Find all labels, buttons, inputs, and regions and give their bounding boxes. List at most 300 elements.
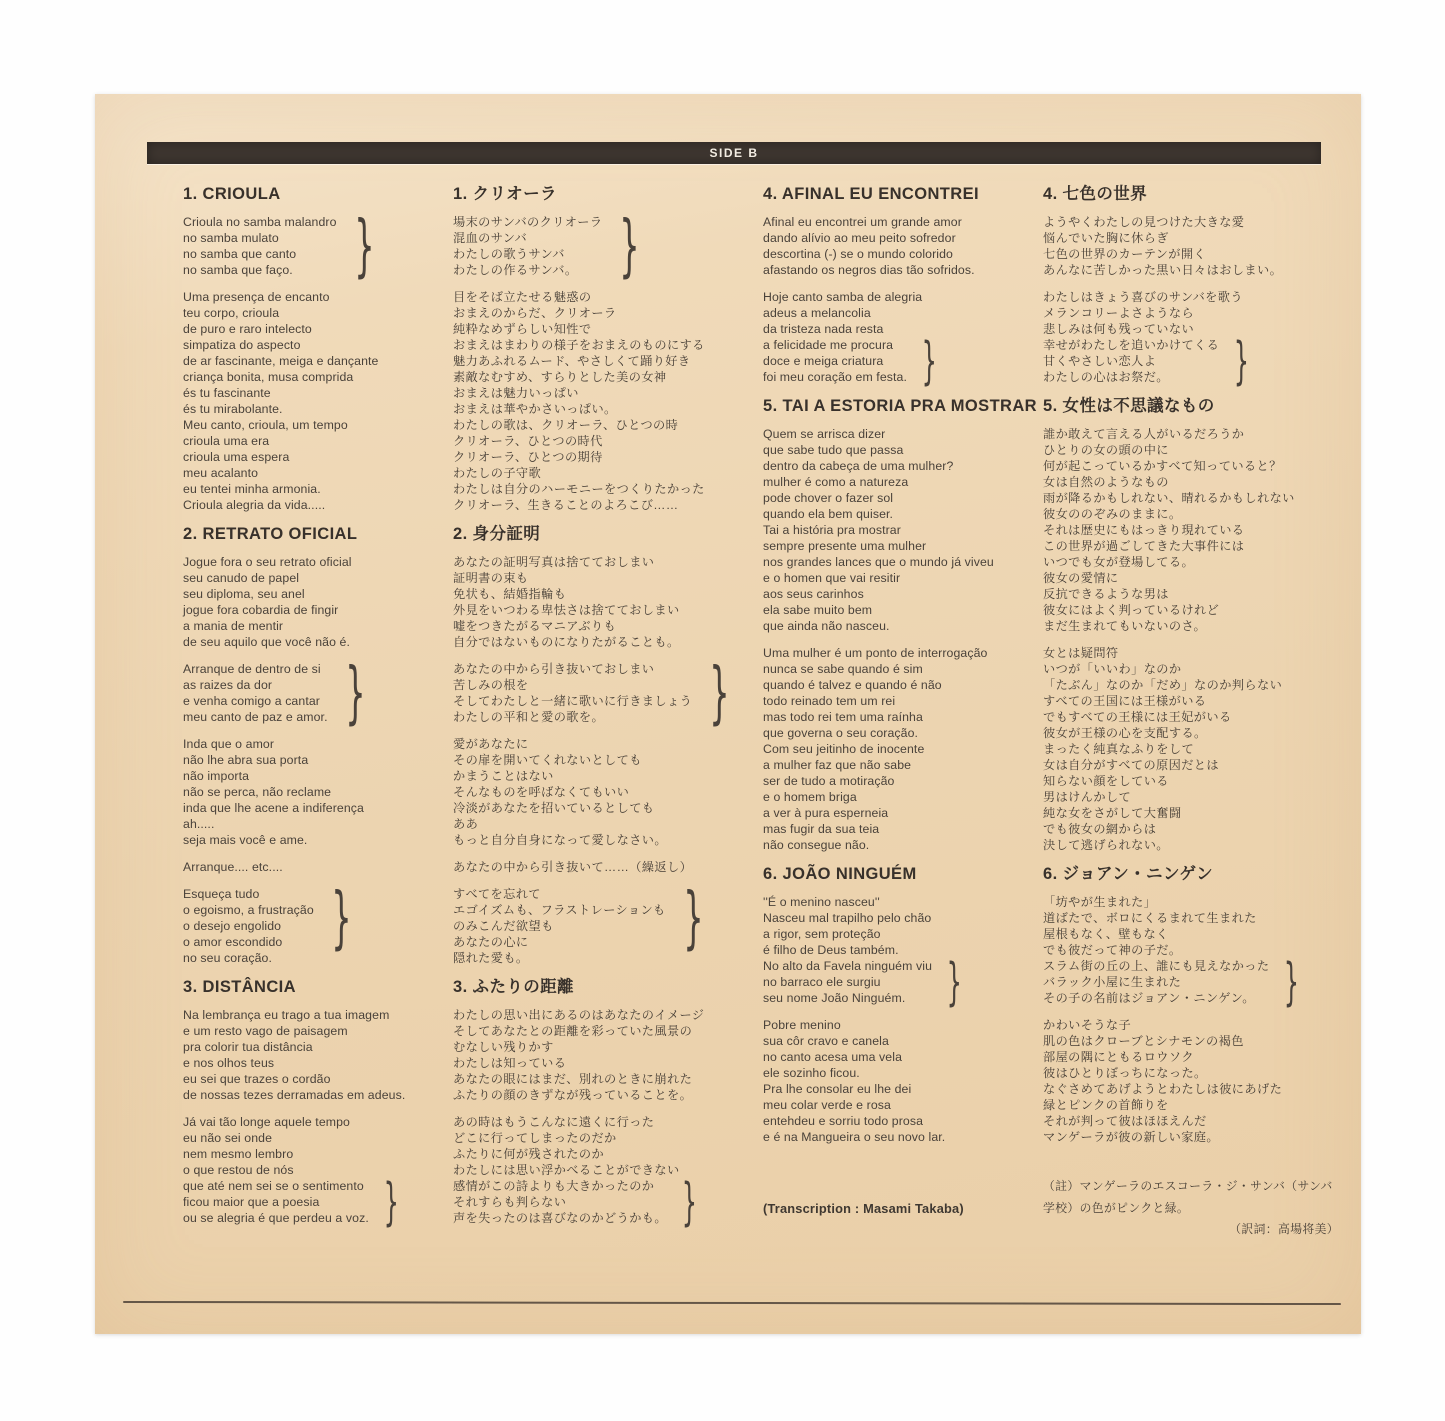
lyric-line: simpatiza do aspecto xyxy=(183,338,301,352)
song-block xyxy=(183,184,453,513)
stanza xyxy=(453,1114,713,1232)
stanza xyxy=(763,645,1047,853)
lyric-line: Jogue fora o seu retrato oficial xyxy=(183,555,352,569)
stanza xyxy=(183,859,453,875)
lyric-line: 嘘をつきたがるマニアぶりも xyxy=(453,619,617,633)
lyric-line: ah..... xyxy=(183,817,215,831)
song-block xyxy=(183,977,453,1232)
right-brace-glyph: } xyxy=(1284,952,1300,1012)
lyric-line: criança bonita, musa comprida xyxy=(183,370,354,384)
braced-line-group xyxy=(453,1172,713,1232)
lyric-line: seu canudo de papel xyxy=(183,571,300,585)
lyric-line: 彼女の愛情に xyxy=(1043,571,1119,585)
lyric-line: Pobre menino xyxy=(763,1018,841,1032)
lyric-line: nos grandes lances que o mundo já viveu xyxy=(763,555,994,569)
lyric-line: No alto da Favela ninguém viu xyxy=(763,959,933,973)
lyric-line: 声を失ったのは喜びなのかどうかも。 xyxy=(453,1211,667,1225)
lyric-line: eu sei que trazes o cordão xyxy=(183,1072,331,1086)
stanza xyxy=(763,1017,1047,1145)
lyric-line: あなたの眼にはまだ、別れのときに崩れた xyxy=(453,1072,693,1086)
lyric-line: もっと自分自身になって愛しなさい。 xyxy=(453,833,667,847)
lyric-line: o que restou de nós xyxy=(183,1163,294,1177)
lyric-line: ふたりの顔のきずなが残っていることを。 xyxy=(453,1088,693,1102)
lyric-line: それが判って彼はほほえんだ xyxy=(1043,1114,1207,1128)
lyric-line: teu corpo, crioula xyxy=(183,306,280,320)
stanza xyxy=(183,289,453,513)
song-title: 1. クリオーラ xyxy=(453,185,557,203)
lyric-line: クリオーラ、生きることのよろこび…… xyxy=(453,498,679,512)
lyric-line: その扉を開いてくれないとしても xyxy=(453,753,642,767)
lyric-line: és tu fascinante xyxy=(183,386,271,400)
lyric-line: 男はけんかして xyxy=(1043,790,1132,804)
song-title: 5. TAI A ESTORIA PRA MOSTRAR xyxy=(763,397,1037,415)
lyric-line: 悲しみは何も残っていない xyxy=(1043,322,1195,336)
lyric-line: なぐさめてあげようとわたしは彼にあげた xyxy=(1043,1082,1283,1096)
lyric-line: és tu mirabolante. xyxy=(183,402,283,416)
stanza xyxy=(453,736,713,848)
braced-line-group xyxy=(1043,331,1339,391)
lyric-line: あなたの証明写真は捨てておしまい xyxy=(453,555,655,569)
lyric-line: まだ生まれてもいないのさ。 xyxy=(1043,619,1207,633)
lyric-line: 目をそば立たせる魅惑の xyxy=(453,290,592,304)
lyric-line: Crioula no samba malandro xyxy=(183,215,337,229)
right-brace-glyph: } xyxy=(383,1172,399,1232)
stanza xyxy=(183,206,453,286)
lyric-line: この世界が過ごしてきた大事件には xyxy=(1043,539,1245,553)
stanza xyxy=(453,554,713,650)
braced-lines xyxy=(763,958,932,1006)
right-brace-glyph: } xyxy=(681,1172,698,1232)
lyric-line: 「坊やが生まれた」 xyxy=(1043,895,1157,909)
lyric-line: Na lembrança eu trago a tua imagem xyxy=(183,1008,390,1022)
lyric-line: 緑とピンクの首飾りを xyxy=(1043,1098,1169,1112)
lyric-line: 隠れた愛も。 xyxy=(453,951,529,965)
lyric-line: o desejo engolido xyxy=(183,919,282,933)
stanza xyxy=(763,426,1047,634)
lyric-line: 場末のサンバのクリオーラ xyxy=(453,215,603,229)
lyric-line: それすらも判らない xyxy=(453,1195,567,1209)
lyric-line: ''É o menino nasceu'' xyxy=(763,895,880,909)
stanza xyxy=(453,206,713,286)
lyric-line: 免状も、結婚指輪も xyxy=(453,587,567,601)
lyric-line: inda que lhe acene a indiferença xyxy=(183,801,364,815)
stanza xyxy=(183,736,453,848)
stanza xyxy=(1043,214,1339,278)
lyric-line: でもすべての王様には王妃がいる xyxy=(1043,710,1232,724)
lyric-line: não importa xyxy=(183,769,250,783)
braced-lines xyxy=(1043,337,1219,385)
stanza xyxy=(453,859,713,875)
lyric-line: わたしは知っている xyxy=(453,1056,567,1070)
stanza xyxy=(453,289,713,513)
song-title: 3. DISTÂNCIA xyxy=(183,978,296,996)
lyric-line: afastando os negros dias tão sofridos. xyxy=(763,263,975,277)
right-brace-glyph: } xyxy=(709,653,731,733)
stanza xyxy=(1043,1017,1339,1145)
stanza xyxy=(763,894,1047,1012)
lyric-line: sempre presente uma mulher xyxy=(763,539,927,553)
lyric-line: Afinal eu encontrei um grande amor xyxy=(763,215,962,229)
lyric-line: Esqueça tudo xyxy=(183,887,260,901)
lyric-line: 愛があなたに xyxy=(453,737,529,751)
song-block xyxy=(763,396,1047,853)
song-title: 3. ふたりの距離 xyxy=(453,978,574,996)
lyrics-column-portuguese-songs-1-3 xyxy=(183,180,453,1237)
side-b-header-bar xyxy=(147,142,1321,164)
lyric-line: no samba que canto xyxy=(183,247,297,261)
lyric-line: 何が起こっているかすべて知っていると？ xyxy=(1043,459,1282,473)
lyric-line: 甘くやさしい恋人よ xyxy=(1043,354,1157,368)
lyric-line: e o homen que vai resitir xyxy=(763,571,901,585)
lyric-line: ああ xyxy=(453,817,479,831)
right-brace-glyph: } xyxy=(682,878,704,958)
lyric-line: 証明書の束も xyxy=(453,571,529,585)
lyric-line: わたしはきょう喜びのサンバを歌う xyxy=(1043,290,1243,304)
lyric-line: わたしの心はお祭だ。 xyxy=(1043,370,1169,384)
lyric-line: のみこんだ欲望も xyxy=(453,919,554,933)
translator-footnote xyxy=(1043,1175,1339,1219)
lyric-line: 純粋なめずらしい知性で xyxy=(453,322,592,336)
braced-lines xyxy=(183,214,337,278)
lyric-line: no seu coração. xyxy=(183,951,273,965)
lyric-line: Inda que o amor xyxy=(183,737,275,751)
right-brace-glyph: } xyxy=(1233,331,1250,391)
lyric-line: （註）マンゲーラのエスコーラ・ジ・サンバ（サンバ xyxy=(1043,1179,1333,1193)
lyric-line: あんなに苦しかった黒い日々はおしまい。 xyxy=(1043,263,1283,277)
right-brace-glyph: } xyxy=(946,952,962,1012)
lyric-line: わたしの歌うサンバ xyxy=(453,247,565,261)
lyric-line: Crioula alegria da vida..... xyxy=(183,498,326,512)
lyric-line: おまえは魅力いっぱい xyxy=(453,386,579,400)
song-block xyxy=(763,864,1047,1145)
lyric-line: dentro da cabeça de uma mulher? xyxy=(763,459,954,473)
stanza xyxy=(183,1114,453,1232)
stanza xyxy=(763,289,1047,391)
song-block xyxy=(1043,396,1339,853)
braced-lines xyxy=(183,661,328,725)
lyric-line: crioula uma era xyxy=(183,434,270,448)
lyric-line: ela sabe muito bem xyxy=(763,603,873,617)
lyric-line: 屋根もなく、壁もなく xyxy=(1043,927,1169,941)
stanza xyxy=(183,554,453,650)
lyric-line: a mulher faz que não sabe xyxy=(763,758,912,772)
lyric-line: あなたの中から引き抜いて……（繰返し） xyxy=(453,860,693,874)
lyric-line: Com seu jeitinho de inocente xyxy=(763,742,925,756)
lyric-line: Pra lhe consolar eu lhe dei xyxy=(763,1082,912,1096)
lyric-line: メランコリーよさようなら xyxy=(1043,306,1195,320)
lyric-line: 彼はひとりぼっちになった。 xyxy=(1043,1066,1207,1080)
lyric-line: 彼女にはよく判っているけれど xyxy=(1043,603,1220,617)
lyric-line: 女は自然のようなもの xyxy=(1043,475,1169,489)
lyric-line: どこに行ってしまったのだか xyxy=(453,1131,617,1145)
lyric-line: e venha comigo a cantar xyxy=(183,694,320,708)
lyric-line: 女は自分がすべての原因だとは xyxy=(1043,758,1219,772)
lyric-line: エゴイズムも、フラストレーションも xyxy=(453,903,666,917)
lyric-line: entehdeu e sorriu todo prosa xyxy=(763,1114,924,1128)
lyric-line: e um resto vago de paisagem xyxy=(183,1024,348,1038)
right-brace-glyph: } xyxy=(921,331,937,391)
lyric-line: meu canto de paz e amor. xyxy=(183,710,328,724)
lyric-line: ようやくわたしの見つけた大きな愛 xyxy=(1043,215,1245,229)
braced-lines xyxy=(453,214,602,278)
right-brace-glyph: } xyxy=(353,206,375,286)
lyric-line: sua côr cravo e canela xyxy=(763,1034,889,1048)
lyric-line: meu acalanto xyxy=(183,466,259,480)
braced-line-group xyxy=(763,331,1047,391)
song-title: 2. 身分証明 xyxy=(453,525,541,543)
lyric-line: quando ela bem quiser. xyxy=(763,507,894,521)
stanza xyxy=(453,1007,713,1103)
lyric-line: nem mesmo lembro xyxy=(183,1147,294,1161)
lyric-line: かわいそうな子 xyxy=(1043,1018,1132,1032)
right-brace-glyph: } xyxy=(344,653,366,733)
lyric-line: eu tentei minha armonia. xyxy=(183,482,321,496)
lyric-line: descortina (-) se o mundo colorido xyxy=(763,247,953,261)
braced-lines xyxy=(453,1178,667,1226)
lyric-line: Meu canto, crioula, um tempo xyxy=(183,418,348,432)
lyric-line: e é na Mangueira o seu novo lar. xyxy=(763,1130,946,1144)
right-brace-glyph: } xyxy=(331,878,352,958)
lyric-line: クリオーラ、ひとつの期待 xyxy=(453,450,603,464)
lyric-line: as raizes da dor xyxy=(183,678,273,692)
song-block xyxy=(1043,184,1339,391)
lyric-line: 知らない顔をしている xyxy=(1043,774,1169,788)
lyric-line: foi meu coração em festa. xyxy=(763,370,907,384)
lyric-line: 純な女をさがして大奮闘 xyxy=(1043,806,1182,820)
song-block xyxy=(1043,864,1339,1145)
lyric-line: no samba que faço. xyxy=(183,263,293,277)
lyric-line: no canto acesa uma vela xyxy=(763,1050,903,1064)
lyric-line: 雨が降るかもしれない、晴れるかもしれない xyxy=(1043,491,1295,505)
lyric-line: e o homem briga xyxy=(763,790,857,804)
lyric-line: pode chover o fazer sol xyxy=(763,491,894,505)
lyric-line: que sabe tudo que passa xyxy=(763,443,904,457)
braced-lines xyxy=(1043,958,1269,1006)
lyric-line: いつでも女が登場してる。 xyxy=(1043,555,1195,569)
lyric-line: 彼女ののぞみのままに。 xyxy=(1043,507,1182,521)
lyric-line: 魅力あふれるムード、やさしくて踊り好き xyxy=(453,354,691,368)
lyric-line: おまえのからだ、クリオーラ xyxy=(453,306,617,320)
lyric-line: ele sozinho ficou. xyxy=(763,1066,860,1080)
stanza xyxy=(453,878,713,966)
song-block xyxy=(453,184,713,513)
song-block xyxy=(183,524,453,966)
lyric-line: o egoismo, a frustração xyxy=(183,903,314,917)
stanza xyxy=(763,214,1047,278)
lyric-line: でも彼だって神の子だ。 xyxy=(1043,943,1182,957)
bottom-rule xyxy=(123,1301,1341,1305)
lyric-line: 冷淡があなたを招いているとしても xyxy=(453,801,655,815)
translation-credit: （訳詞：高場将美） xyxy=(1229,1222,1339,1236)
lyric-line: não consegue não. xyxy=(763,838,870,852)
lyric-line: でも彼女の網からは xyxy=(1043,822,1157,836)
lyric-line: da tristeza nada resta xyxy=(763,322,884,336)
song-title: 4. AFINAL EU ENCONTREI xyxy=(763,185,979,203)
stanza xyxy=(1043,426,1339,634)
lyric-line: あなたの心に xyxy=(453,935,529,949)
lyric-line: マンゲーラが彼の新しい家庭。 xyxy=(1043,1130,1219,1144)
lyric-line: あの時はもうこんなに遠くに行った xyxy=(453,1115,655,1129)
lyric-line: 自分ではないものになりたがることも。 xyxy=(453,635,680,649)
lyric-line: すべての王国には王様がいる xyxy=(1043,694,1207,708)
song-block xyxy=(763,184,1047,391)
lyric-line: ひとりの女の頭の中に xyxy=(1043,443,1169,457)
lyric-line: むなしい残りかす xyxy=(453,1040,554,1054)
braced-lines xyxy=(183,886,314,950)
lyric-line: ふたりに何が残されたのか xyxy=(453,1147,605,1161)
braced-line-group xyxy=(183,206,453,286)
lyric-line: ficou maior que a poesia xyxy=(183,1195,320,1209)
lyric-line: すべてを忘れて xyxy=(453,887,541,901)
braced-line-group xyxy=(183,653,453,733)
lyric-line: わたしの作るサンバ。 xyxy=(453,263,578,277)
right-brace-glyph: } xyxy=(619,206,641,286)
lyric-line: o amor escondido xyxy=(183,935,283,949)
lyric-line: バラック小屋に生まれた xyxy=(1043,975,1182,989)
lyric-line: de puro e raro intelecto xyxy=(183,322,312,336)
lyric-line: 反抗できるような男は xyxy=(1043,587,1169,601)
lyric-line: 決して逃げられない。 xyxy=(1043,838,1169,852)
lyric-line: 七色の世界のカーテンが開く xyxy=(1043,247,1207,261)
braced-lines xyxy=(183,1178,369,1226)
lyric-line: mas todo rei tem uma raínha xyxy=(763,710,923,724)
lyric-line: Uma mulher é um ponto de interrogação xyxy=(763,646,988,660)
braced-line-group xyxy=(453,653,731,733)
lyric-line: おまえは華やかさいっぱい。 xyxy=(453,402,617,416)
lyric-line: não lhe abra sua porta xyxy=(183,753,309,767)
braced-line-group xyxy=(1043,952,1339,1012)
lyric-line: mas fugir da sua teia xyxy=(763,822,880,836)
stanza xyxy=(183,878,453,966)
lyric-line: 感情がこの詩よりも大きかったのか xyxy=(453,1179,655,1193)
song-title: 4. 七色の世界 xyxy=(1043,185,1148,203)
lyric-line: ou se alegria é que perdeu a voz. xyxy=(183,1211,369,1225)
stanza xyxy=(183,653,453,733)
lyric-line: わたしには思い浮かべることができない xyxy=(453,1163,680,1177)
lyric-line: meu colar verde e rosa xyxy=(763,1098,891,1112)
lyric-line: 幸せがわたしを追いかけてくる xyxy=(1043,338,1220,352)
lyric-line: わたしの思い出にあるのはあなたのイメージ xyxy=(453,1008,705,1022)
lyric-line: eu não sei onde xyxy=(183,1131,273,1145)
lyrics-column-portuguese-songs-4-6 xyxy=(763,180,1047,1217)
lyric-line: doce e meiga criatura xyxy=(763,354,884,368)
lyric-line: quando é talvez e quando é não xyxy=(763,678,942,692)
stanza xyxy=(1043,645,1339,853)
transcription-credit: (Transcription : Masami Takaba) xyxy=(763,1201,964,1216)
lyric-line: わたしの歌は、クリオーラ、ひとつの時 xyxy=(453,418,679,432)
braced-line-group xyxy=(453,206,713,286)
lyric-line: a felicidade me procura xyxy=(763,338,894,352)
lyric-line: あなたの中から引き抜いておしまい xyxy=(453,662,655,676)
song-title: 5. 女性は不思議なもの xyxy=(1043,397,1215,415)
lyric-line: que ainda não nasceu. xyxy=(763,619,890,633)
lyric-line: おまえはまわりの様子をおまえのものにする xyxy=(453,338,705,352)
lyric-line: é filho de Deus também. xyxy=(763,943,899,957)
lyric-line: Já vai tão longe aquele tempo xyxy=(183,1115,350,1129)
lyric-line: mulher é como a natureza xyxy=(763,475,909,489)
lyric-line: 女とは疑問符 xyxy=(1043,646,1119,660)
lyric-line: クリオーラ、ひとつの時代 xyxy=(453,434,603,448)
lyric-line: 苦しみの根を xyxy=(453,678,529,692)
lyric-line: そんなものを呼ばなくてもいい xyxy=(453,785,630,799)
braced-lines xyxy=(763,337,907,385)
lyric-line: わたしの平和と愛の歌を。 xyxy=(453,710,605,724)
lyric-line: 学校）の色がピンクと緑。 xyxy=(1043,1201,1190,1215)
stanza xyxy=(453,653,731,733)
lyric-line: todo reinado tem um rei xyxy=(763,694,896,708)
lyric-line: 素敵なむすめ、すらりとした美の女神 xyxy=(453,370,667,384)
lyric-line: a ver à pura esperneia xyxy=(763,806,889,820)
lyric-line: Hoje canto samba de alegria xyxy=(763,290,923,304)
lyric-line: それは歴史にもはっきり現れている xyxy=(1043,523,1245,537)
lyric-line: その子の名前はジョアン・ニンゲン。 xyxy=(1043,991,1255,1005)
lyric-line: 部屋の隅にともるロウソク xyxy=(1043,1050,1194,1064)
lyrics-column-japanese-songs-1-3 xyxy=(453,180,731,1237)
lyric-line: 混血のサンバ xyxy=(453,231,528,245)
side-b-label: SIDE B xyxy=(709,146,759,160)
lyric-line: そしてわたしと一緒に歌いに行きましょう xyxy=(453,694,693,708)
lyric-line: ser de tudo a motiração xyxy=(763,774,895,788)
lyric-line: いつが「いいわ」なのか xyxy=(1043,662,1182,676)
lyric-line: pra colorir tua distância xyxy=(183,1040,313,1054)
lyric-line: seu nome João Ninguém. xyxy=(763,991,906,1005)
lyric-line: de ar fascinante, meiga e dançante xyxy=(183,354,379,368)
lyric-line: かまうことはない xyxy=(453,769,554,783)
lyric-line: 外見をいつわる卑怯さは捨てておしまい xyxy=(453,603,680,617)
lyric-line: no barraco ele surgiu xyxy=(763,975,881,989)
lyric-line: わたしの子守歌 xyxy=(453,466,542,480)
lyric-line: Tai a história pra mostrar xyxy=(763,523,901,537)
lyric-line: Uma presença de encanto xyxy=(183,290,330,304)
lyric-line: Quem se arrisca dizer xyxy=(763,427,886,441)
lyric-line: そしてあなたとの距離を彩っていた風景の xyxy=(453,1024,693,1038)
lyric-line: Arranque de dentro de si xyxy=(183,662,321,676)
lyric-line: não se perca, não reclame xyxy=(183,785,332,799)
lyric-line: que até nem sei se o sentimento xyxy=(183,1179,364,1193)
lyric-line: 悩んでいた胸に休らぎ xyxy=(1043,231,1169,245)
song-block xyxy=(453,977,713,1232)
stanza xyxy=(183,1007,453,1103)
lyric-line: 道ばたで、ボロにくるまれて生まれた xyxy=(1043,911,1257,925)
lyric-line: jogue fora cobardia de fingir xyxy=(183,603,339,617)
lyric-line: adeus a melancolia xyxy=(763,306,871,320)
braced-lines xyxy=(453,886,666,950)
lyric-line: aos seus carinhos xyxy=(763,587,864,601)
lyric-line: Nasceu mal trapilho pelo chão xyxy=(763,911,932,925)
lyric-line: crioula uma espera xyxy=(183,450,290,464)
braced-line-group xyxy=(183,1172,453,1232)
lyric-line: 誰か敢えて言える人がいるだろうか xyxy=(1043,427,1245,441)
braced-lines xyxy=(453,661,692,725)
lyrics-column-japanese-songs-4-6 xyxy=(1043,180,1339,1237)
lyric-line: Arranque.... etc.... xyxy=(183,860,283,874)
lyric-line: スラム街の丘の上、誰にも見えなかった xyxy=(1043,959,1270,973)
lyric-line: a rigor, sem proteção xyxy=(763,927,881,941)
lyric-line: de nossas tezes derramadas em adeus. xyxy=(183,1088,406,1102)
song-title: 6. ジョアン・ニンゲン xyxy=(1043,865,1213,883)
lyric-line: 「たぶん」なのか「だめ」なのか判らない xyxy=(1043,678,1283,692)
lyric-line: わたしは自分のハーモニーをつくりたかった xyxy=(453,482,705,496)
stanza xyxy=(1043,289,1339,391)
lyric-line: seu diploma, seu anel xyxy=(183,587,305,601)
lyric-line: dando alívio ao meu peito sofredor xyxy=(763,231,956,245)
stanza xyxy=(1043,894,1339,1012)
song-title: 2. RETRATO OFICIAL xyxy=(183,525,358,543)
lyric-line: 肌の色はクローブとシナモンの褐色 xyxy=(1043,1034,1244,1048)
lyric-line: de seu aquilo que você não é. xyxy=(183,635,350,649)
lyric-line: nunca se sabe quando é sim xyxy=(763,662,923,676)
song-title: 1. CRIOULA xyxy=(183,185,281,203)
